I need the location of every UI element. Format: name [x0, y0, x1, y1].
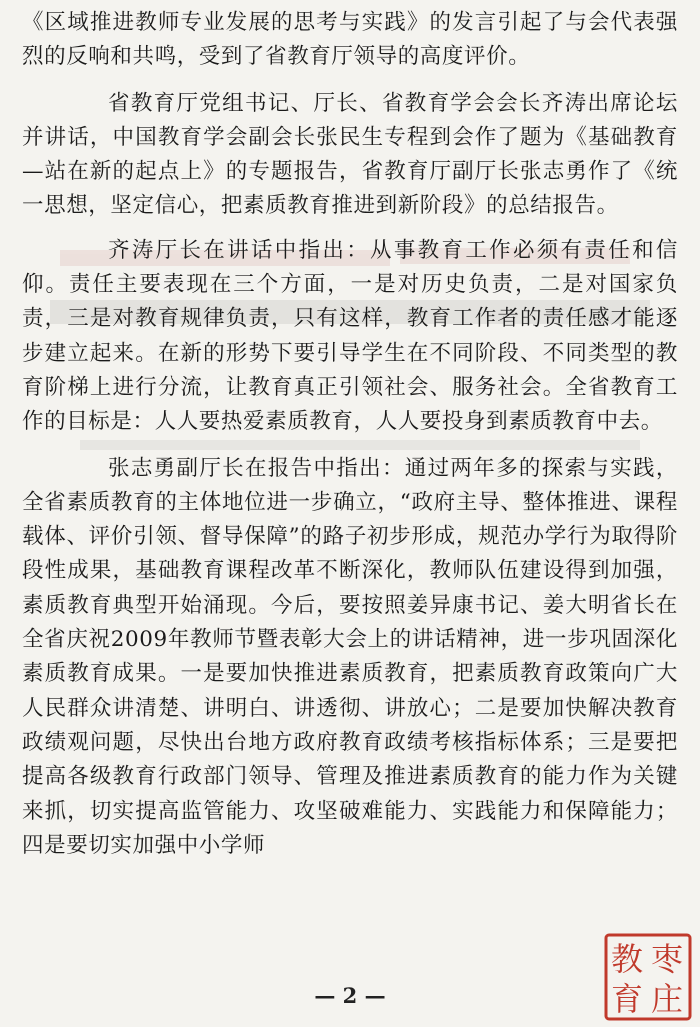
paragraph-3: 齐涛厅长在讲话中指出：从事教育工作必须有责任和信仰。责任主要表现在三个方面，一是对历史负责，二是对国家负责，三是对教育规律负责，只有这样，教育工作者的责任感才能逐步建立起来。在新的形势下要引导学生在不同阶段、不同类型的教育阶梯上进行分流，让教育真正引领社会、服务社会。全省教育工作的目标是：人人要热爱素质教育，人人要投身到素质教育中去。 [22, 237, 678, 435]
paragraph-4: 张志勇副厅长在报告中指出：通过两年多的探索与实践，全省素质教育的主体地位进一步确立，“政府主导、整体推进、课程载体、评价引领、督导保障”的路子初步形成，规范办学行为取得阶段性成果，基础教育课程改革不断深化，教师队伍建设得到加强，素质教育典型开始涌现。今后，要按照姜异康书记、姜大明省长在全省庆祝2009年教师节暨表彰大会上的讲话精神，进一步巩固深化素质教育成果。一是要加快推进素质教育，把素质教育政策向广大人民群众讲清楚、讲明白、讲透彻、讲放心；二是要加快解决教育政绩观问题，尽快出台地方政府教育政绩考核指标体系；三是要把提高各级教育行政部门领导、管理及推进素质教育的能力作为关键来抓，切实提高监管能力、攻坚破难能力、实践能力和保障能力；四是要切实加强中小学师 [22, 455, 678, 858]
svg-text:育: 育 [610, 980, 644, 1018]
seal-stamp-icon [603, 932, 693, 1022]
paragraph-2: 省教育厅党组书记、厅长、省教育学会会长齐涛出席论坛并讲话，中国教育学会副会长张民生专程到会作了题为《基础教育—站在新的起点上》的专题报告，省教育厅副厅长张志勇作了《统一思想，坚定信心，把素质教育推进到新阶段》的总结报告。 [22, 90, 678, 219]
body-text [22, 6, 678, 863]
paragraph-1: 《区域推进教师专业发展的思考与实践》的发言引起了与会代表强烈的反响和共鸣，受到了省教育厅领导的高度评价。 [22, 10, 678, 70]
svg-text:庄: 庄 [650, 980, 684, 1018]
svg-text:教: 教 [610, 940, 644, 978]
page-number: — 2 — [314, 983, 386, 1008]
svg-text:枣: 枣 [650, 940, 684, 978]
